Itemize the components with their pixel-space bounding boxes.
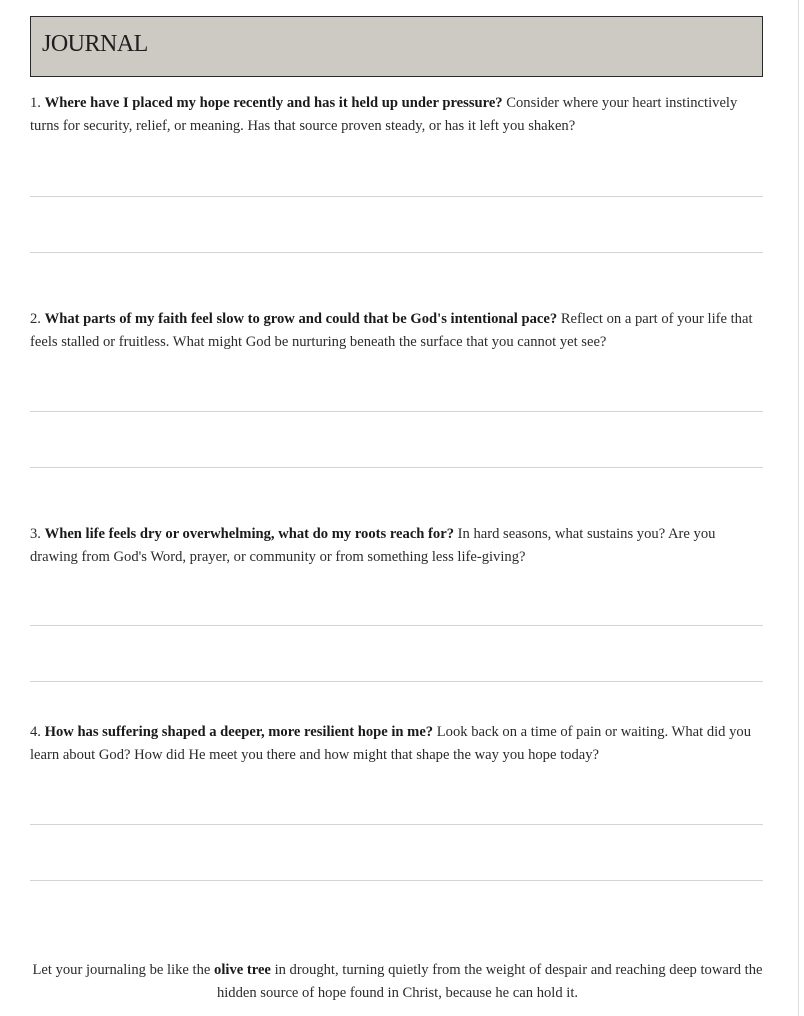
answer-line[interactable] [30,467,763,468]
answer-line[interactable] [30,196,763,197]
answer-line[interactable] [30,824,763,825]
question-detail: Reflect on a part of your life that feels stalled or fruitless. What might God be nurturing beneath the surface that you cannot yet see? [30,311,753,350]
page-edge-divider [798,0,799,1016]
answer-line[interactable] [30,252,763,253]
answer-line[interactable] [30,880,763,881]
question-number: 2. [30,311,41,327]
journal-question-4 [30,721,765,767]
journal-question-2 [30,308,765,354]
footer-emphasis: olive tree [214,962,271,978]
question-number: 1. [30,95,41,111]
question-detail: Consider where your heart instinctively turns for security, relief, or meaning. Has that source proven steady, or has it left you shaken? [30,95,738,134]
answer-line[interactable] [30,411,763,412]
question-prompt: How has suffering shaped a deeper, more resilient hope in me? [44,724,434,740]
footer-text-before: Let your journaling be like the [32,962,211,978]
page-title: JOURNAL [42,31,148,57]
question-prompt: What parts of my faith feel slow to grow and could that be God's intentional pace? [44,311,558,327]
question-prompt: When life feels dry or overwhelming, what do my roots reach for? [44,526,454,542]
question-number: 4. [30,724,41,740]
journal-question-1 [30,92,765,138]
closing-reflection [30,959,765,1005]
answer-line[interactable] [30,625,763,626]
question-detail: In hard seasons, what sustains you? Are you drawing from God's Word, prayer, or community or from something less life-giving? [30,526,716,565]
question-detail: Look back on a time of pain or waiting. What did you learn about God? How did He meet you there and how might that shape the way you hope today? [30,724,752,763]
question-prompt: Where have I placed my hope recently and has it held up under pressure? [44,95,503,111]
journal-header [30,16,763,77]
question-number: 3. [30,526,41,542]
answer-line[interactable] [30,681,763,682]
footer-text-after: in drought, turning quietly from the weight of despair and reaching deep toward the hidden source of hope found in Christ, because he can hold it. [216,962,763,1001]
journal-question-3 [30,523,765,569]
